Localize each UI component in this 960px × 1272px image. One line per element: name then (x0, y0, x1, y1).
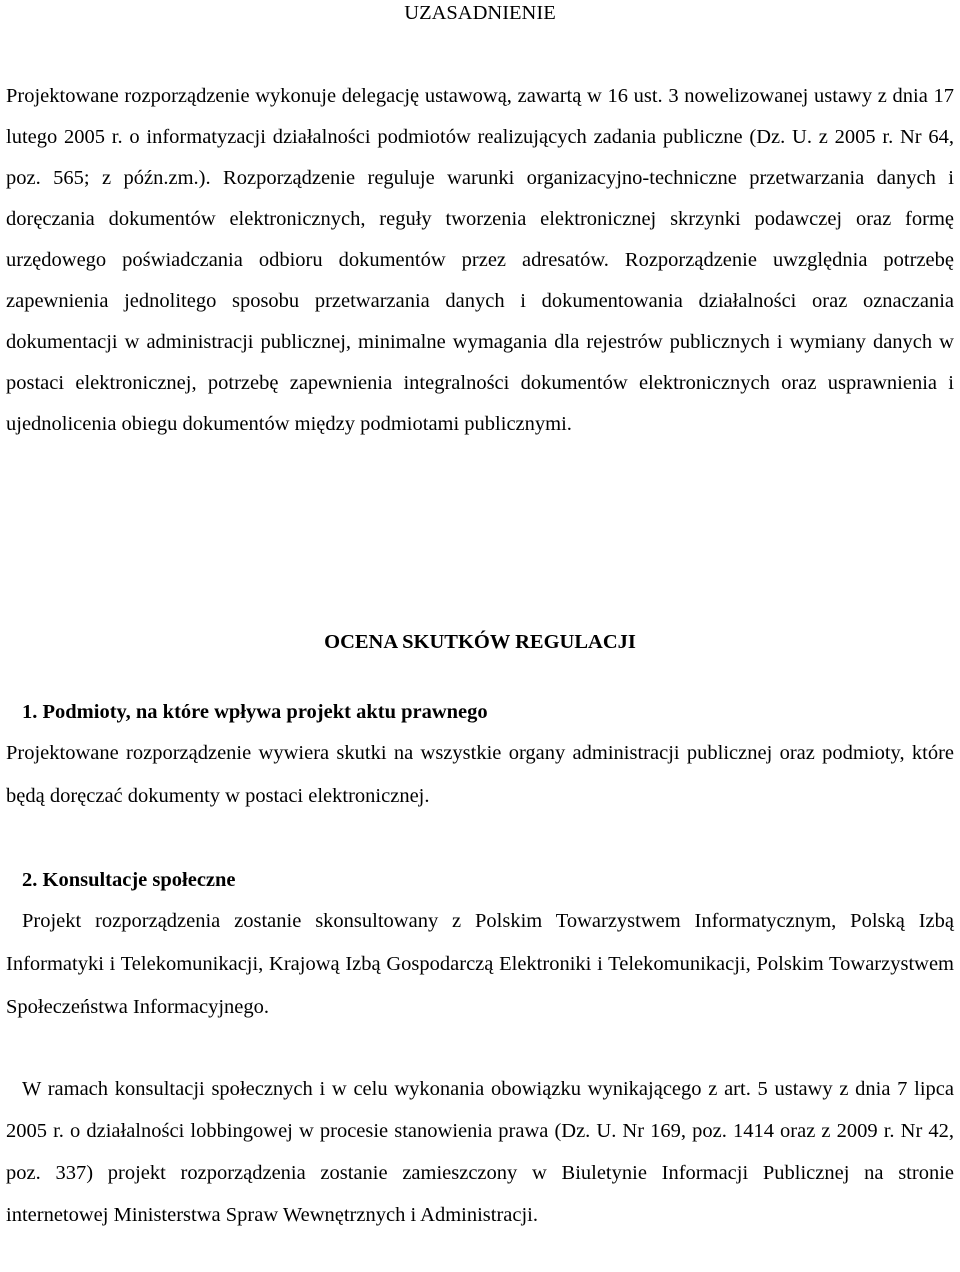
section2-heading: 2. Konsultacje społeczne (22, 869, 236, 891)
section1-paragraph: Projektowane rozporządzenie wywiera skutki na wszystkie organy administracji publicznej oraz podmioty, które będą doręczać dokumenty w postaci elektronicznej. (6, 742, 954, 807)
intro-paragraph: Projektowane rozporządzenie wykonuje delegację ustawową, zawartą w 16 ust. 3 nowelizowanej ustawy z dnia 17 lutego 2005 r. o informatyzacji działalności podmiotów realizujących zadania publiczne (Dz. U. z 2005 r. Nr 64, poz. 565; z późn.zm.). Rozporządzenie reguluje warunki organizacyjno-techniczne przetwarzania danych i doręczania dokumentów elektronicznych, reguły tworzenia elektronicznej skrzynki podawczej oraz formę urzędowego poświadczania odbioru dokumentów przez adresatów. Rozporządzenie uwzględnia potrzebę zapewnienia jednolitego sposobu przetwarzania danych i dokumentowania działalności oraz oznaczania dokumentacji w administracji publicznej, minimalne wymagania dla rejestrów publicznych i wymiany danych w postaci elektronicznej, potrzebę zapewnienia integralności dokumentów elektronicznych oraz usprawnienia i ujednolicenia obiegu dokumentów między podmiotami publicznymi. (6, 85, 954, 435)
section1-heading: 1. Podmioty, na które wpływa projekt aktu prawnego (22, 701, 488, 723)
section2-paragraph-2: W ramach konsultacji społecznych i w celu wykonania obowiązku wynikającego z art. 5 ustawy z dnia 7 lipca 2005 r. o działalności lobbingowej w procesie stanowienia prawa (Dz. U. Nr 169, poz. 1414 oraz z 2009 r. Nr 42, poz. 337) projekt rozporządzenia zostanie zamieszczony w Biuletynie Informacji Publicznej na stronie internetowej Ministerstwa Spraw Wewnętrznych i Administracji. (6, 1078, 954, 1226)
section-title: OCENA SKUTKÓW REGULACJI (324, 631, 636, 653)
document-title: UZASADNIENIE (404, 2, 556, 24)
section2-paragraph: Projekt rozporządzenia zostanie skonsultowany z Polskim Towarzystwem Informatycznym, Polską Izbą Informatyki i Telekomunikacji, Krajową Izbą Gospodarczą Elektroniki i Telekomunikacji, Polskim Towarzystwem Społeczeństwa Informacyjnego. (6, 910, 954, 1018)
